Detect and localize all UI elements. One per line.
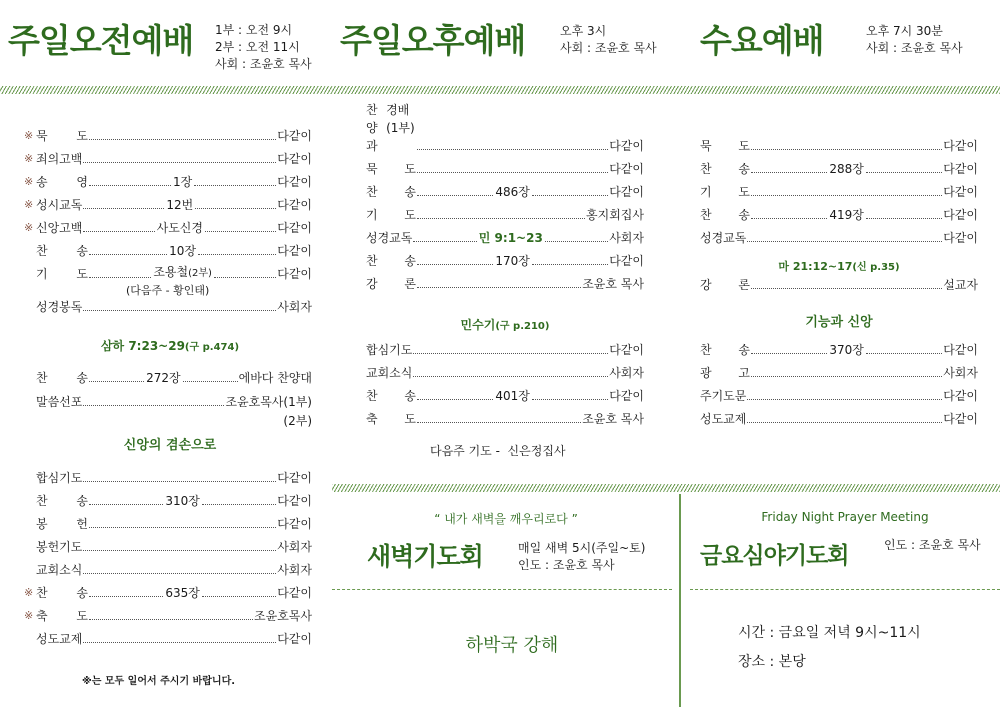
morning-label-part: 찬 xyxy=(36,371,48,385)
wednesday-label-part: 고 xyxy=(738,366,750,380)
morning-scripture-page: (구 p.474) xyxy=(184,342,240,353)
afternoon-label xyxy=(366,275,416,293)
morning-sermon-title: 신앙의 겸손으로 xyxy=(123,438,217,453)
wednesday-row xyxy=(700,206,978,224)
wednesday-label-part: 기 xyxy=(700,185,712,199)
morning-value: 다같이 xyxy=(277,198,312,212)
standing-footnote: ※는 모두 일어서 주시기 바랍니다. xyxy=(82,676,236,687)
afternoon-label xyxy=(366,101,416,155)
wednesday-info-line: 사회 : 조윤호 목사 xyxy=(866,41,963,55)
morning-label: 신앙고백 xyxy=(36,221,83,235)
afternoon-next-prayer: 다음주 기도 - 신은정집사 xyxy=(430,444,566,458)
leader-dots xyxy=(417,195,493,196)
morning-value: 에바다 찬양대 xyxy=(238,371,312,385)
leader-dots xyxy=(89,139,276,140)
afternoon-label-part: 기 xyxy=(366,208,378,222)
leader-dots xyxy=(532,399,608,400)
morning-row xyxy=(24,393,312,411)
leader-dots xyxy=(413,376,608,377)
morning-value: 다같이 xyxy=(277,221,312,235)
leader-dots xyxy=(751,172,827,173)
afternoon-label xyxy=(366,160,416,178)
wednesday-service-title: 수요예배 xyxy=(700,21,824,60)
wednesday-label xyxy=(700,341,750,359)
wednesday-label: 주기도문 xyxy=(700,389,747,403)
stand-mark: ※ xyxy=(24,152,34,165)
afternoon-value: 사회자 xyxy=(609,231,644,245)
morning-value: 다같이 xyxy=(277,152,312,166)
wednesday-label xyxy=(700,364,750,382)
wednesday-row xyxy=(700,183,978,201)
afternoon-row xyxy=(366,387,644,405)
afternoon-row xyxy=(366,275,644,293)
morning-value: 다같이 xyxy=(277,517,312,531)
morning-label xyxy=(36,607,88,625)
stand-mark: ※ xyxy=(24,221,34,234)
morning-info-line: 1부 : 오전 9시 xyxy=(215,23,293,37)
leader-dots xyxy=(89,254,167,255)
leader-dots xyxy=(83,208,164,209)
wednesday-label-part: 광 xyxy=(700,366,712,380)
afternoon-label-part: 론 xyxy=(404,277,416,291)
afternoon-label-part: 도 xyxy=(404,412,416,426)
leader-dots xyxy=(413,353,608,354)
afternoon-label-part: 찬양과 xyxy=(366,103,378,153)
afternoon-label-part: 송 xyxy=(404,389,416,403)
wednesday-value: 다같이 xyxy=(943,139,978,153)
afternoon-detail: 486장 xyxy=(495,185,530,199)
afternoon-label-part: 축 xyxy=(366,412,378,426)
morning-row xyxy=(24,127,312,145)
wednesday-label-part: 찬 xyxy=(700,162,712,176)
morning-detail: 사도신경 xyxy=(156,221,203,235)
wednesday-value: 사회자 xyxy=(943,366,978,380)
morning-value: 다같이 xyxy=(277,267,313,281)
wednesday-row xyxy=(700,341,978,359)
morning-label xyxy=(36,127,88,145)
morning-info-line: 사회 : 조윤호 목사 xyxy=(215,57,312,71)
afternoon-value: 조윤호 목사 xyxy=(582,277,644,291)
wednesday-value: 설교자 xyxy=(943,278,978,292)
wednesday-service-info xyxy=(866,23,963,57)
afternoon-info-line: 사회 : 조윤호 목사 xyxy=(560,41,657,55)
morning-value: 사회자 xyxy=(277,540,312,554)
afternoon-service-title: 주일오후예배 xyxy=(340,21,526,60)
wednesday-label-part: 도 xyxy=(738,139,750,153)
leader-dots xyxy=(89,277,151,278)
wednesday-value: 다같이 xyxy=(943,162,978,176)
leader-dots xyxy=(866,172,942,173)
stand-mark: ※ xyxy=(24,129,34,142)
leader-dots xyxy=(83,162,276,163)
morning-row xyxy=(24,196,312,214)
afternoon-row xyxy=(366,103,644,155)
friday-title: 금요심야기도회 xyxy=(700,543,849,569)
wednesday-scripture xyxy=(700,258,978,274)
leader-dots xyxy=(747,399,942,400)
leader-dots xyxy=(751,149,942,150)
afternoon-row xyxy=(366,206,644,224)
morning-label xyxy=(36,584,88,602)
morning-row xyxy=(24,607,312,625)
wednesday-value: 다같이 xyxy=(943,185,978,199)
morning-label: 말씀선포 xyxy=(36,395,83,409)
leader-dots xyxy=(83,573,276,574)
wednesday-detail: 288장 xyxy=(829,162,864,176)
afternoon-label xyxy=(366,206,416,224)
wednesday-label-part: 도 xyxy=(738,185,750,199)
afternoon-value: 홍지회집사 xyxy=(586,208,644,222)
morning-label: 성도교제 xyxy=(36,632,83,646)
wednesday-label-part: 묵 xyxy=(700,139,712,153)
afternoon-row xyxy=(366,341,644,359)
leader-dots xyxy=(751,288,942,289)
wednesday-label-part: 송 xyxy=(738,343,750,357)
stand-mark: ※ xyxy=(24,586,34,599)
morning-label-part: 송 xyxy=(76,586,88,600)
wednesday-value: 다같이 xyxy=(943,231,978,245)
morning-value: 다같이 xyxy=(277,494,312,508)
leader-dots xyxy=(83,481,276,482)
afternoon-label xyxy=(366,252,416,270)
afternoon-label-part: 송 xyxy=(404,185,416,199)
leader-dots xyxy=(545,241,608,242)
morning-detail: 조용철(2부) xyxy=(153,265,212,279)
morning-label-part: 축 xyxy=(36,609,48,623)
leader-dots xyxy=(747,422,942,423)
leader-dots xyxy=(194,185,276,186)
morning-value: 다같이 xyxy=(277,632,312,646)
morning-detail: 1장 xyxy=(173,175,193,189)
leader-dots xyxy=(532,195,608,196)
morning-label-part: 찬 xyxy=(36,244,48,258)
wednesday-scripture-page: (신 p.35) xyxy=(852,262,900,273)
morning-label: 성시교독 xyxy=(36,198,83,212)
afternoon-detail: 민 9:1~23 xyxy=(478,231,543,245)
afternoon-label: 교회소식 xyxy=(366,366,413,380)
afternoon-value: 사회자 xyxy=(609,366,644,380)
afternoon-topic xyxy=(360,316,650,333)
morning-label-part: 송 xyxy=(76,244,88,258)
morning-value: 사회자 xyxy=(277,563,312,577)
morning-label-part: 송 xyxy=(76,371,88,385)
afternoon-label-part: 도 xyxy=(404,162,416,176)
afternoon-detail: 170장 xyxy=(495,254,530,268)
stand-mark: ※ xyxy=(24,198,34,211)
wednesday-label xyxy=(700,160,750,178)
leader-dots xyxy=(532,264,608,265)
afternoon-value: 다같이 xyxy=(609,343,644,357)
wednesday-detail: 370장 xyxy=(829,343,864,357)
morning-value: 다같이 xyxy=(277,129,312,143)
leader-dots xyxy=(83,642,276,643)
morning-detail: 272장 xyxy=(146,371,181,385)
friday-time: 시간 : 금요일 저녁 9시~11시 xyxy=(738,625,921,641)
wednesday-scripture-ref: 마 21:12~17 xyxy=(778,260,853,273)
leader-dots xyxy=(83,550,276,551)
leader-dots xyxy=(89,185,171,186)
leader-dots xyxy=(89,527,276,528)
leader-dots xyxy=(183,381,238,382)
morning-label-part: 도 xyxy=(76,609,88,623)
morning-label-part: 송 xyxy=(76,494,88,508)
morning-info-line: 2부 : 오전 11시 xyxy=(215,40,300,54)
wednesday-label xyxy=(700,183,750,201)
morning-detail: 310장 xyxy=(165,494,200,508)
morning-value: 다같이 xyxy=(277,244,312,258)
wednesday-detail: 419장 xyxy=(829,208,864,222)
leader-dots xyxy=(417,218,585,219)
afternoon-row xyxy=(366,252,644,270)
dawn-quote: “ 내가 새벽을 깨우리로다 ” xyxy=(434,512,578,526)
morning-label: 합심기도 xyxy=(36,471,83,485)
morning-label xyxy=(36,242,88,260)
wednesday-label-part: 송 xyxy=(738,162,750,176)
morning-scripture-ref: 삼하 7:23~29 xyxy=(100,339,185,353)
wednesday-value: 다같이 xyxy=(943,343,978,357)
morning-label-part: 찬 xyxy=(36,494,48,508)
morning-label-part: 영 xyxy=(76,175,88,189)
dawn-title: 새벽기도회 xyxy=(367,542,483,571)
leader-dots xyxy=(83,231,154,232)
afternoon-row xyxy=(366,364,644,382)
dawn-info-line: 매일 새벽 5시(주일~토) xyxy=(518,541,646,555)
wednesday-label: 성도교제 xyxy=(700,412,747,426)
morning-row xyxy=(24,150,312,168)
wednesday-label-part: 찬 xyxy=(700,343,712,357)
leader-dots xyxy=(866,218,942,219)
afternoon-value: 조윤호 목사 xyxy=(582,412,644,426)
afternoon-topic-page: (구 p.210) xyxy=(495,321,550,332)
afternoon-label-part: 강 xyxy=(366,277,378,291)
wednesday-value: 다같이 xyxy=(943,389,978,403)
wednesday-label xyxy=(700,137,750,155)
leader-dots xyxy=(83,310,276,311)
leader-dots xyxy=(195,208,276,209)
afternoon-row xyxy=(366,160,644,178)
wednesday-label xyxy=(700,276,750,294)
leader-dots xyxy=(751,218,827,219)
morning-row xyxy=(24,538,312,556)
morning-label xyxy=(36,173,88,191)
afternoon-label xyxy=(366,183,416,201)
morning-sermon-2nd: (2부) xyxy=(283,414,312,428)
leader-dots xyxy=(83,405,224,406)
leader-dots xyxy=(202,504,276,505)
morning-label-part: 헌 xyxy=(76,517,88,531)
afternoon-label-part: 묵 xyxy=(366,162,378,176)
morning-label-part: 묵 xyxy=(36,129,48,143)
morning-label: 죄의고백 xyxy=(36,152,83,166)
stand-mark: ※ xyxy=(24,609,34,622)
friday-dash-divider xyxy=(690,589,1000,590)
leader-dots xyxy=(417,172,608,173)
afternoon-topic-name: 민수기 xyxy=(460,318,496,332)
leader-dots xyxy=(866,353,942,354)
friday-leader: 인도 : 조윤호 목사 xyxy=(884,538,981,552)
morning-row xyxy=(24,298,312,316)
morning-label-part: 송 xyxy=(36,175,48,189)
leader-dots xyxy=(751,195,942,196)
afternoon-row xyxy=(366,229,644,247)
header-divider xyxy=(0,86,1000,94)
morning-row xyxy=(24,242,312,260)
wednesday-row xyxy=(700,387,978,405)
morning-label-part: 도 xyxy=(76,267,88,281)
dawn-info-line: 인도 : 조윤호 목사 xyxy=(518,558,615,572)
morning-value: 다같이 xyxy=(277,175,313,189)
morning-value: 다같이 xyxy=(277,586,312,600)
morning-label xyxy=(36,265,88,283)
wednesday-value: 다같이 xyxy=(943,412,978,426)
leader-dots xyxy=(198,254,276,255)
leader-dots xyxy=(205,231,276,232)
wednesday-label-part: 강 xyxy=(700,278,712,292)
lower-divider xyxy=(332,484,1000,492)
wednesday-label-part: 찬 xyxy=(700,208,712,222)
morning-row xyxy=(24,492,312,510)
afternoon-label-part: 찬 xyxy=(366,185,378,199)
leader-dots xyxy=(417,264,493,265)
wednesday-label-part: 론 xyxy=(738,278,750,292)
leader-dots xyxy=(747,241,942,242)
morning-label: 교회소식 xyxy=(36,563,83,577)
morning-label-part: 도 xyxy=(76,129,88,143)
morning-value: 조윤호목사(1부) xyxy=(225,395,312,409)
morning-label: 성경봉독 xyxy=(36,300,83,314)
morning-detail: 635장 xyxy=(165,586,200,600)
morning-detail: 12번 xyxy=(166,198,194,212)
afternoon-label xyxy=(366,410,416,428)
leader-dots xyxy=(751,376,942,377)
afternoon-value: 다같이 xyxy=(609,162,644,176)
wednesday-value: 다같이 xyxy=(943,208,978,222)
morning-row xyxy=(24,219,312,237)
wednesday-row xyxy=(700,229,978,247)
wednesday-row xyxy=(700,410,978,428)
leader-dots xyxy=(413,241,476,242)
afternoon-label-part: 찬 xyxy=(366,389,378,403)
morning-row xyxy=(24,515,312,533)
wednesday-topic: 기능과 신앙 xyxy=(805,315,873,330)
morning-row xyxy=(24,584,312,602)
friday-subtitle: Friday Night Prayer Meeting xyxy=(761,510,929,524)
leader-dots xyxy=(89,381,144,382)
morning-row xyxy=(24,369,312,387)
morning-row xyxy=(24,561,312,579)
morning-detail: 10장 xyxy=(169,244,197,258)
leader-dots xyxy=(89,619,253,620)
morning-scripture xyxy=(40,337,300,354)
morning-label-part: 봉 xyxy=(36,517,48,531)
morning-service-info xyxy=(215,22,312,73)
friday-place: 장소 : 본당 xyxy=(738,654,806,670)
afternoon-value: 다같이 xyxy=(609,389,644,403)
afternoon-label-part: 송 xyxy=(404,254,416,268)
wednesday-row xyxy=(700,137,978,155)
leader-dots xyxy=(417,422,581,423)
morning-label-part: 찬 xyxy=(36,586,48,600)
wednesday-row xyxy=(700,276,978,294)
leader-dots xyxy=(214,277,276,278)
morning-row xyxy=(24,630,312,648)
afternoon-label-part: 찬 xyxy=(366,254,378,268)
leader-dots xyxy=(417,287,581,288)
wednesday-label-part: 송 xyxy=(738,208,750,222)
leader-dots xyxy=(751,353,827,354)
afternoon-value: 다같이 xyxy=(609,139,644,153)
dawn-lecture: 하박국 강해 xyxy=(465,635,559,656)
wednesday-row xyxy=(700,160,978,178)
morning-row xyxy=(24,469,312,487)
morning-value: 사회자 xyxy=(277,300,312,314)
morning-row xyxy=(24,173,312,191)
afternoon-row xyxy=(366,410,644,428)
dawn-info xyxy=(518,540,645,574)
wednesday-info-line: 오후 7시 30분 xyxy=(866,24,943,38)
afternoon-detail: 401장 xyxy=(495,389,530,403)
afternoon-label-part: 도 xyxy=(404,208,416,222)
morning-value: 다같이 xyxy=(277,471,312,485)
stand-mark: ※ xyxy=(24,175,34,188)
morning-label xyxy=(36,515,88,533)
morning-label xyxy=(36,369,88,387)
wednesday-label xyxy=(700,206,750,224)
afternoon-service-info xyxy=(560,23,657,57)
morning-value: 조윤호목사 xyxy=(254,609,312,623)
afternoon-value: 다같이 xyxy=(609,254,644,268)
morning-label xyxy=(36,492,88,510)
morning-detail-note: (2부) xyxy=(188,268,212,279)
afternoon-label: 성경교독 xyxy=(366,231,413,245)
leader-dots xyxy=(417,149,608,150)
morning-label: 봉헌기도 xyxy=(36,540,83,554)
morning-row xyxy=(24,265,312,283)
wednesday-label: 성경교독 xyxy=(700,231,747,245)
leader-dots xyxy=(89,504,163,505)
morning-service-title: 주일오전예배 xyxy=(8,21,194,60)
morning-next-prayer: (다음주 - 황인태) xyxy=(126,284,210,297)
afternoon-row xyxy=(366,183,644,201)
leader-dots xyxy=(417,399,493,400)
wednesday-row xyxy=(700,364,978,382)
dawn-dash-divider xyxy=(332,589,672,590)
afternoon-info-line: 오후 3시 xyxy=(560,24,607,38)
afternoon-label: 합심기도 xyxy=(366,343,413,357)
morning-label-part: 기 xyxy=(36,267,48,281)
afternoon-label-part: 경배(1부) xyxy=(386,103,415,135)
afternoon-label xyxy=(366,387,416,405)
leader-dots xyxy=(202,596,276,597)
leader-dots xyxy=(89,596,163,597)
afternoon-value: 다같이 xyxy=(609,185,644,199)
